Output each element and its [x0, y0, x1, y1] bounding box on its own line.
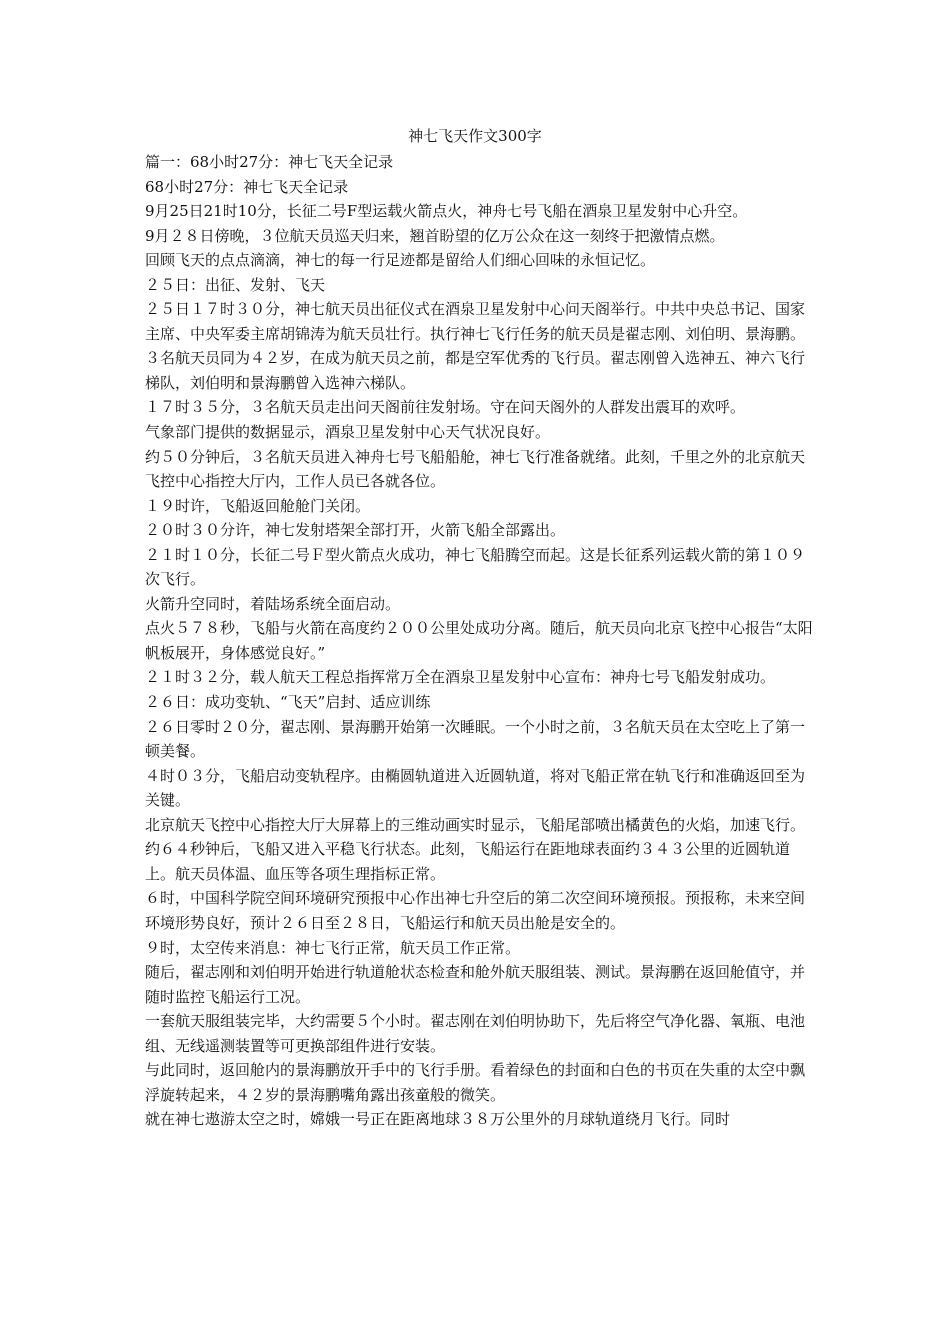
- paragraph: ２１时３２分，载人航天工程总指挥常万全在酒泉卫星发射中心宣布：神舟七号飞船发射成功。: [145, 668, 776, 687]
- paragraph: ９时，太空传来消息：神七飞行正常，航天员工作正常。: [145, 938, 521, 957]
- paragraph: 9月25日21时10分，长征二号F型运载火箭点火，神舟七号飞船在酒泉卫星发射中心升空。: [145, 202, 748, 221]
- paragraph: ２６日：成功变轨、“飞天”启封、适应训练: [145, 693, 431, 712]
- paragraph: 与此同时，返回舱内的景海鹏放开手中的飞行手册。看着绿色的封面和白色的书页在失重的太空中飘浮旋转起来，４２岁的景海鹏嘴角露出孩童般的微笑。: [145, 1061, 806, 1104]
- paragraph: 篇一：68小时27分：神七飞天全记录: [145, 153, 394, 171]
- document-body: [145, 150, 813, 1132]
- paragraph: 约５０分钟后，３名航天员进入神舟七号飞船船舱，神七飞行准备就绪。此刻，千里之外的北京航天飞控中心指控大厅内，工作人员已各就各位。: [145, 447, 806, 491]
- paragraph: 随后，翟志刚和刘伯明开始进行轨道舱状态检查和舱外航天服组装、测试。景海鹏在返回舱值守，并随时监控飞船运行工况。: [145, 963, 806, 1006]
- paragraph: ４时０３分，飞船启动变轨程序。由椭圆轨道进入近圆轨道，将对飞船正常在轨飞行和准确返回至为关键。: [145, 766, 806, 810]
- paragraph: ６时，中国科学院空间环境研究预报中心作出神七升空后的第二次空间环境预报。预报称，未来空间环境形势良好，预计２６日至２８日，飞船运行和航天员出舱是安全的。: [145, 889, 806, 932]
- paragraph: 火箭升空同时，着陆场系统全面启动。: [145, 594, 401, 613]
- paragraph: ２０时３０分许，神七发射塔架全部打开，火箭飞船全部露出。: [145, 521, 566, 540]
- paragraph: 一套航天服组装完毕，大约需要５个小时。翟志刚在刘伯明协助下，先后将空气净化器、氧瓶、电池组、无线遥测装置等可更换部组件进行安装。: [145, 1012, 806, 1055]
- paragraph: ３名航天员同为４２岁，在成为航天员之前，都是空军优秀的飞行员。翟志刚曾入选神五、神六飞行梯队，刘伯明和景海鹏曾入选神六梯队。: [145, 349, 806, 392]
- paragraph: １９时许，飞船返回舱舱门关闭。: [145, 496, 371, 515]
- document-title: 神七飞天作文300字: [408, 127, 542, 145]
- paragraph: 9月２８日傍晚，３位航天员巡天归来，翘首盼望的亿万公众在这一刻终于把激情点燃。: [145, 226, 725, 245]
- paragraph: 68小时27分：神七飞天全记录: [145, 177, 349, 196]
- paragraph: ２１时１０分，长征二号Ｆ型火箭点火成功，神七飞船腾空而起。这是长征系列运载火箭的第１０９次飞行。: [145, 545, 806, 589]
- paragraph: 气象部门提供的数据显示，酒泉卫星发射中心天气状况良好。: [145, 423, 551, 442]
- paragraph: 北京航天飞控中心指控大厅大屏幕上的三维动画实时显示，飞船尾部喷出橘黄色的火焰，加速飞行。约６４秒钟后，飞船又进入平稳飞行状态。此刻，飞船运行在距地球表面约３４３公里的近圆轨道上。航天员体温、血压等各项生理指标正常。: [145, 815, 806, 883]
- paragraph: ２５日１７时３０分，神七航天员出征仪式在酒泉卫星发射中心问天阁举行。中共中央总书记、国家主席、中央军委主席胡锦涛为航天员壮行。执行神七飞行任务的航天员是翟志刚、刘伯明、景海鹏。: [145, 300, 806, 343]
- paragraph: ２６日零时２０分，翟志刚、景海鹏开始第一次睡眠。一个小时之前，３名航天员在太空吃上了第一顿美餐。: [145, 717, 806, 761]
- paragraph: 点火５７８秒，飞船与火箭在高度约２００公里处成功分离。随后，航天员向北京飞控中心报告“太阳帆板展开，身体感觉良好。”: [145, 619, 813, 662]
- paragraph: １７时３５分，３名航天员走出问天阁前往发射场。守在问天阁外的人群发出震耳的欢呼。: [145, 398, 746, 417]
- paragraph: 回顾飞天的点点滴滴，神七的每一行足迹都是留给人们细心回味的永恒记忆。: [145, 251, 656, 270]
- paragraph: ２５日：出征、发射、飞天: [145, 275, 326, 294]
- paragraph: 就在神七遨游太空之时，嫦娥一号正在距离地球３８万公里外的月球轨道绕月飞行。同时: [145, 1110, 731, 1129]
